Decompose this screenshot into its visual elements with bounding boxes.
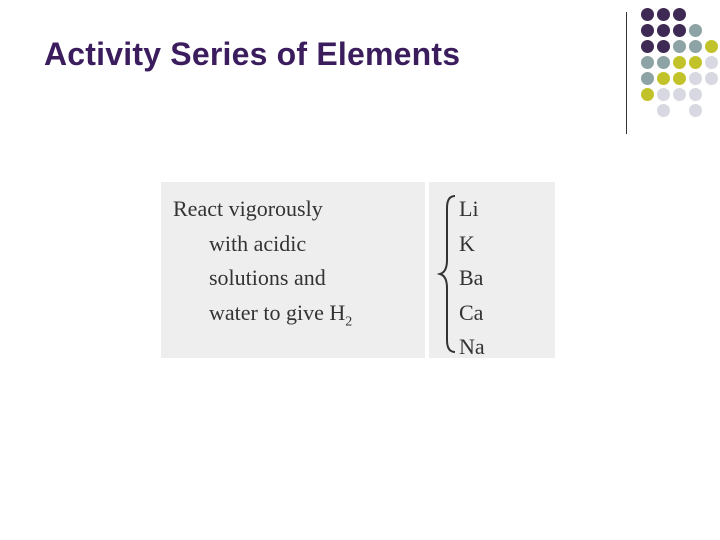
- dot: [657, 56, 670, 69]
- figure-description: [173, 192, 352, 330]
- dot: [673, 8, 686, 21]
- dot: [705, 56, 718, 69]
- decorative-vertical-line: [626, 12, 627, 134]
- description-line: React vigorously: [173, 196, 323, 221]
- dot: [689, 72, 702, 85]
- element-list: [459, 192, 485, 365]
- dot: [689, 24, 702, 37]
- dot: [705, 40, 718, 53]
- element-item: Ca: [459, 299, 484, 325]
- description-line: with acidic: [209, 230, 307, 256]
- element-item: Ba: [459, 265, 484, 290]
- subscript-2: 2: [345, 313, 353, 329]
- dot: [689, 56, 702, 69]
- activity-series-figure: [161, 182, 555, 358]
- dot: [641, 8, 654, 21]
- dot: [657, 24, 670, 37]
- dot: [689, 88, 702, 101]
- decorative-dot-grid: [633, 8, 720, 120]
- dot: [673, 40, 686, 53]
- dot: [641, 24, 654, 37]
- dot: [657, 8, 670, 21]
- dot: [641, 88, 654, 101]
- figure-divider: [425, 182, 429, 358]
- description-text: water to give H: [209, 299, 346, 325]
- dot: [641, 72, 654, 85]
- element-item: K: [459, 230, 475, 256]
- element-item: Na: [459, 334, 485, 359]
- dot: [673, 88, 686, 101]
- left-brace-icon: [437, 194, 459, 354]
- dot: [641, 56, 654, 69]
- dot: [657, 104, 670, 117]
- slide-title: Activity Series of Elements: [44, 36, 461, 72]
- dot: [657, 40, 670, 53]
- dot: [657, 88, 670, 101]
- dot: [673, 72, 686, 85]
- description-line-h2: [173, 296, 352, 331]
- description-line: solutions and: [209, 265, 326, 290]
- dot: [689, 104, 702, 117]
- dot: [673, 24, 686, 37]
- dot: [673, 56, 686, 69]
- dot: [705, 72, 718, 85]
- element-item: Li: [459, 196, 479, 221]
- dot: [641, 40, 654, 53]
- dot: [657, 72, 670, 85]
- dot: [689, 40, 702, 53]
